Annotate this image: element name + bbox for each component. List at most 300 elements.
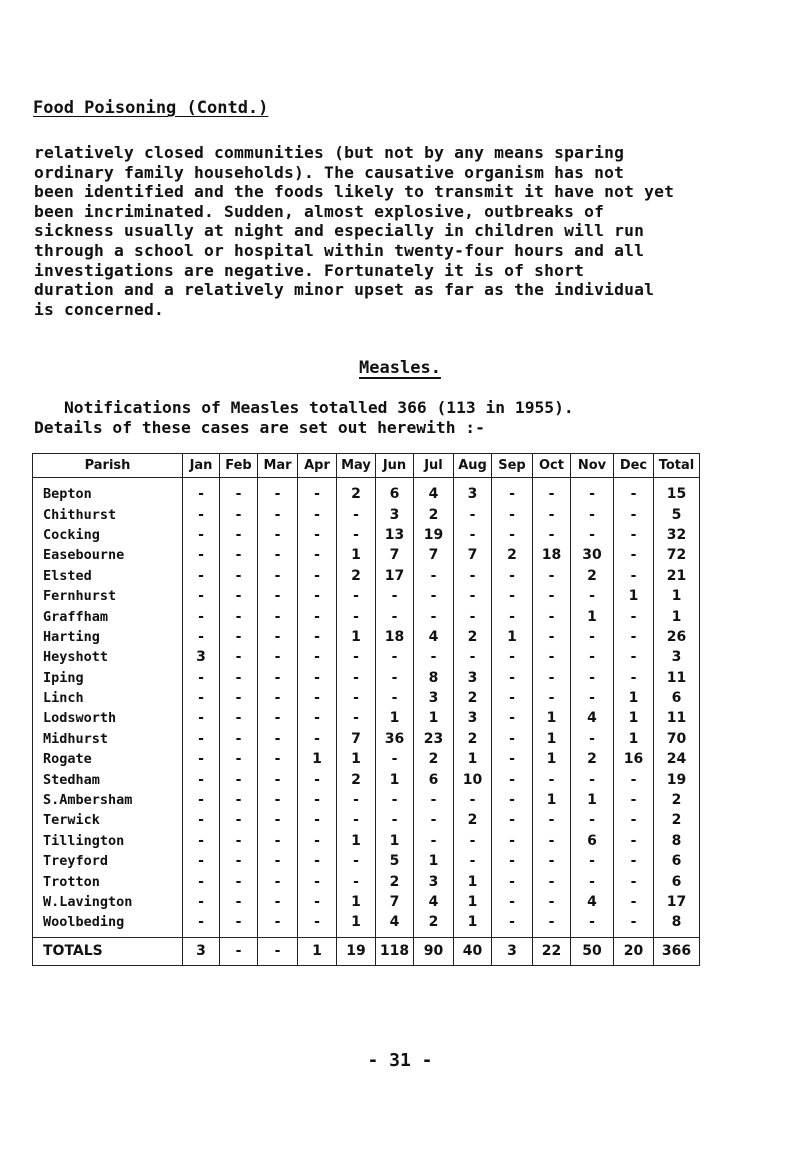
parish-name: Fernhurst: [33, 586, 183, 606]
table-cell: 4: [414, 892, 454, 912]
column-header-dec: Dec: [614, 454, 654, 478]
table-cell: 2: [654, 810, 700, 830]
table-row: [33, 545, 700, 565]
table-cell: -: [337, 708, 376, 728]
table-cell: -: [614, 790, 654, 810]
table-cell: -: [414, 810, 454, 830]
table-cell: 3: [414, 871, 454, 891]
table-cell: 13: [376, 525, 414, 545]
table-cell: -: [614, 647, 654, 667]
table-cell: -: [414, 790, 454, 810]
table-cell: -: [220, 851, 258, 871]
table-cell: 8: [654, 912, 700, 937]
table-cell: -: [492, 831, 533, 851]
table-cell: 1: [337, 912, 376, 937]
paragraph-line: ordinary family households). The causative organism has not: [34, 162, 625, 182]
table-cell: -: [258, 525, 298, 545]
table-cell: 17: [376, 566, 414, 586]
table-cell: 26: [654, 627, 700, 647]
table-cell: 2: [337, 769, 376, 789]
parish-name: Lodsworth: [33, 708, 183, 728]
table-cell: -: [533, 647, 571, 667]
parish-name: Trotton: [33, 871, 183, 891]
table-cell: 2: [571, 749, 614, 769]
table-cell: 10: [454, 769, 492, 789]
table-cell: 1: [376, 708, 414, 728]
table-cell: 2: [654, 790, 700, 810]
table-cell: -: [220, 790, 258, 810]
column-header-may: May: [337, 454, 376, 478]
parish-name: Treyford: [33, 851, 183, 871]
table-cell: 6: [654, 871, 700, 891]
measles-section-title: [0, 358, 800, 378]
table-cell: -: [614, 504, 654, 524]
column-header-parish: Parish: [33, 454, 183, 478]
table-cell: -: [376, 586, 414, 606]
column-header-jun: Jun: [376, 454, 414, 478]
table-cell: 3: [454, 708, 492, 728]
table-cell: -: [183, 790, 220, 810]
parish-name: Chithurst: [33, 504, 183, 524]
table-cell: 3: [183, 647, 220, 667]
parish-name: Elsted: [33, 566, 183, 586]
table-cell: -: [183, 769, 220, 789]
table-cell: -: [492, 708, 533, 728]
table-cell: -: [337, 790, 376, 810]
table-cell: -: [614, 831, 654, 851]
table-cell: 8: [654, 831, 700, 851]
table-cell: -: [298, 647, 337, 667]
table-cell: -: [337, 525, 376, 545]
table-cell: 18: [533, 545, 571, 565]
table-cell: -: [337, 504, 376, 524]
table-cell: -: [298, 871, 337, 891]
table-cell: 4: [414, 478, 454, 505]
table-cell: -: [454, 647, 492, 667]
table-cell: 2: [454, 729, 492, 749]
intro-line: Details of these cases are set out herewith :-: [34, 418, 485, 437]
table-row: [33, 831, 700, 851]
table-cell: -: [258, 892, 298, 912]
table-cell: 1: [614, 688, 654, 708]
table-cell: -: [571, 729, 614, 749]
table-cell: -: [298, 668, 337, 688]
table-cell: 1: [533, 749, 571, 769]
table-cell: -: [220, 831, 258, 851]
table-cell: 7: [376, 892, 414, 912]
table-cell: -: [492, 892, 533, 912]
table-cell: 24: [654, 749, 700, 769]
table-cell: -: [492, 688, 533, 708]
parish-name: Bepton: [33, 478, 183, 505]
table-cell: -: [533, 851, 571, 871]
table-row: [33, 504, 700, 524]
table-cell: 36: [376, 729, 414, 749]
column-header-aug: Aug: [454, 454, 492, 478]
table-cell: 23: [414, 729, 454, 749]
table-cell: -: [220, 627, 258, 647]
table-cell: -: [533, 831, 571, 851]
parish-name: Cocking: [33, 525, 183, 545]
table-cell: -: [258, 790, 298, 810]
table-cell: -: [614, 606, 654, 626]
table-cell: 1: [454, 912, 492, 937]
table-cell: -: [183, 912, 220, 937]
page-number: - 31 -: [367, 1050, 433, 1071]
table-cell: -: [376, 749, 414, 769]
table-cell: 1: [533, 790, 571, 810]
table-row: [33, 769, 700, 789]
table-cell: 17: [654, 892, 700, 912]
table-cell: -: [337, 851, 376, 871]
table-cell: 30: [571, 545, 614, 565]
column-header-jan: Jan: [183, 454, 220, 478]
parish-name: Linch: [33, 688, 183, 708]
table-row: [33, 729, 700, 749]
table-cell: 11: [654, 708, 700, 728]
table-row: [33, 871, 700, 891]
table-cell: 16: [614, 749, 654, 769]
table-cell: -: [533, 586, 571, 606]
table-cell: -: [414, 647, 454, 667]
table-cell: -: [183, 892, 220, 912]
table-cell: -: [533, 871, 571, 891]
table-cell: -: [533, 504, 571, 524]
table-cell: -: [492, 478, 533, 505]
table-cell: -: [298, 790, 337, 810]
table-cell: -: [614, 892, 654, 912]
table-cell: -: [492, 851, 533, 871]
table-cell: -: [376, 647, 414, 667]
table-row: [33, 525, 700, 545]
paragraph-line: sickness usually at night and especially in children will run: [34, 221, 645, 241]
table-cell: -: [258, 647, 298, 667]
table-cell: 32: [654, 525, 700, 545]
table-cell: 7: [454, 545, 492, 565]
table-cell: 15: [654, 478, 700, 505]
table-cell: 7: [414, 545, 454, 565]
table-cell: -: [533, 606, 571, 626]
table-cell: -: [258, 668, 298, 688]
table-cell: 11: [654, 668, 700, 688]
table-cell: -: [337, 606, 376, 626]
table-cell: 2: [454, 810, 492, 830]
parish-name: Midhurst: [33, 729, 183, 749]
table-cell: -: [492, 606, 533, 626]
table-cell: 70: [654, 729, 700, 749]
table-cell: -: [337, 810, 376, 830]
table-cell: 1: [414, 851, 454, 871]
table-cell: 2: [571, 566, 614, 586]
table-cell: 7: [337, 729, 376, 749]
table-cell: 1: [337, 749, 376, 769]
parish-name: Graffham: [33, 606, 183, 626]
table-cell: -: [571, 586, 614, 606]
table-cell: -: [376, 668, 414, 688]
table-cell: 1: [571, 790, 614, 810]
table-cell: 1: [454, 871, 492, 891]
section-title-text: Measles.: [359, 358, 441, 378]
table-cell: -: [220, 871, 258, 891]
parish-name: Stedham: [33, 769, 183, 789]
table-cell: 1: [533, 729, 571, 749]
table-cell: 1: [337, 545, 376, 565]
table-cell: -: [258, 606, 298, 626]
table-cell: -: [220, 708, 258, 728]
paragraph-line: relatively closed communities (but not by any means sparing: [34, 143, 625, 162]
table-cell: -: [220, 810, 258, 830]
table-cell: -: [614, 871, 654, 891]
measles-cases-table: [32, 453, 700, 966]
table-cell: -: [298, 769, 337, 789]
table-cell: 3: [414, 688, 454, 708]
table-cell: -: [258, 627, 298, 647]
table-cell: -: [454, 606, 492, 626]
table-cell: 2: [337, 566, 376, 586]
table-cell: -: [258, 504, 298, 524]
table-cell: 3: [454, 478, 492, 505]
column-header-oct: Oct: [533, 454, 571, 478]
table-cell: -: [492, 912, 533, 937]
table-cell: 4: [414, 627, 454, 647]
table-cell: -: [492, 647, 533, 667]
table-cell: -: [454, 586, 492, 606]
table-cell: -: [258, 586, 298, 606]
parish-name: Easebourne: [33, 545, 183, 565]
table-cell: 2: [454, 688, 492, 708]
table-cell: 1: [376, 769, 414, 789]
table-cell: -: [571, 810, 614, 830]
table-cell: -: [454, 566, 492, 586]
table-cell: -: [298, 545, 337, 565]
table-cell: -: [492, 810, 533, 830]
paragraph-line: through a school or hospital within twenty-four hours and all: [34, 240, 645, 260]
totals-cell: 3: [183, 937, 220, 965]
table-cell: -: [298, 606, 337, 626]
table-row: [33, 647, 700, 667]
table-cell: -: [414, 586, 454, 606]
table-cell: -: [533, 912, 571, 937]
table-cell: -: [298, 831, 337, 851]
table-cell: 1: [492, 627, 533, 647]
parish-name: Terwick: [33, 810, 183, 830]
table-cell: 2: [414, 749, 454, 769]
table-cell: -: [414, 831, 454, 851]
table-cell: -: [492, 566, 533, 586]
table-cell: 4: [571, 892, 614, 912]
table-row: [33, 851, 700, 871]
table-cell: -: [533, 688, 571, 708]
table-cell: -: [258, 871, 298, 891]
table-cell: -: [220, 749, 258, 769]
table-row: [33, 749, 700, 769]
totals-row: [33, 937, 700, 965]
table-cell: -: [298, 892, 337, 912]
table-cell: -: [220, 668, 258, 688]
table-cell: 6: [654, 688, 700, 708]
table-cell: 8: [414, 668, 454, 688]
totals-cell: 118: [376, 937, 414, 965]
table-cell: -: [220, 688, 258, 708]
table-cell: 18: [376, 627, 414, 647]
table-cell: 1: [414, 708, 454, 728]
table-cell: -: [454, 790, 492, 810]
table-cell: -: [492, 790, 533, 810]
table-cell: -: [492, 749, 533, 769]
table-cell: -: [614, 545, 654, 565]
parish-name: W.Lavington: [33, 892, 183, 912]
table-cell: -: [571, 478, 614, 505]
table-cell: -: [533, 892, 571, 912]
table-cell: -: [298, 504, 337, 524]
table-cell: -: [183, 504, 220, 524]
parish-name: Woolbeding: [33, 912, 183, 937]
table-row: [33, 606, 700, 626]
paragraph-line: been identified and the foods likely to transmit it have not yet: [34, 182, 675, 202]
table-cell: 6: [654, 851, 700, 871]
food-poisoning-paragraph: [34, 143, 794, 319]
table-cell: -: [571, 668, 614, 688]
table-cell: -: [258, 831, 298, 851]
table-cell: -: [571, 647, 614, 667]
table-cell: 4: [571, 708, 614, 728]
table-body: [33, 478, 700, 938]
column-header-feb: Feb: [220, 454, 258, 478]
totals-cell: -: [258, 937, 298, 965]
table-cell: 3: [654, 647, 700, 667]
table-cell: -: [258, 912, 298, 937]
table-cell: -: [183, 831, 220, 851]
column-header-sep: Sep: [492, 454, 533, 478]
table-cell: -: [614, 912, 654, 937]
table-cell: -: [571, 504, 614, 524]
table-cell: 1: [614, 708, 654, 728]
table-cell: -: [183, 810, 220, 830]
table-cell: -: [614, 668, 654, 688]
parish-name: Iping: [33, 668, 183, 688]
table-cell: -: [183, 749, 220, 769]
table-cell: -: [298, 708, 337, 728]
table-cell: -: [220, 769, 258, 789]
table-cell: 1: [337, 892, 376, 912]
table-cell: -: [533, 525, 571, 545]
table-cell: -: [337, 688, 376, 708]
table-cell: -: [571, 912, 614, 937]
table-cell: -: [298, 912, 337, 937]
table-cell: -: [533, 478, 571, 505]
table-cell: -: [298, 566, 337, 586]
table-cell: -: [533, 566, 571, 586]
table-cell: -: [337, 586, 376, 606]
paragraph-line: been incriminated. Sudden, almost explosive, outbreaks of: [34, 201, 605, 221]
table-cell: -: [298, 586, 337, 606]
table-cell: -: [454, 525, 492, 545]
table-cell: -: [614, 478, 654, 505]
measles-intro: [34, 398, 794, 438]
table-cell: -: [337, 871, 376, 891]
table-cell: 2: [414, 504, 454, 524]
table-cell: -: [571, 851, 614, 871]
table-cell: -: [258, 729, 298, 749]
totals-cell: 22: [533, 937, 571, 965]
table-cell: -: [298, 627, 337, 647]
parish-name: Harting: [33, 627, 183, 647]
table-cell: -: [183, 708, 220, 728]
table-cell: -: [258, 566, 298, 586]
table-cell: -: [533, 627, 571, 647]
table-cell: -: [376, 790, 414, 810]
table-cell: -: [454, 831, 492, 851]
table-cell: -: [220, 566, 258, 586]
table-cell: -: [183, 729, 220, 749]
table-cell: -: [258, 688, 298, 708]
table-cell: 1: [654, 606, 700, 626]
table-cell: 2: [454, 627, 492, 647]
table-cell: -: [414, 566, 454, 586]
table-cell: -: [571, 525, 614, 545]
table-cell: -: [454, 851, 492, 871]
table-cell: -: [258, 769, 298, 789]
intro-line: Notifications of Measles totalled 366 (113 in 1955).: [64, 398, 574, 417]
table-cell: -: [220, 545, 258, 565]
table-cell: -: [183, 545, 220, 565]
table-cell: -: [183, 606, 220, 626]
table-cell: 72: [654, 545, 700, 565]
table-cell: -: [571, 627, 614, 647]
table-row: [33, 912, 700, 937]
table-cell: 2: [337, 478, 376, 505]
table-cell: -: [258, 810, 298, 830]
table-cell: -: [220, 525, 258, 545]
table-cell: -: [571, 871, 614, 891]
table-cell: -: [258, 478, 298, 505]
totals-cell: 1: [298, 937, 337, 965]
table-cell: -: [220, 647, 258, 667]
table-cell: -: [614, 769, 654, 789]
table-cell: -: [298, 851, 337, 871]
totals-cell: 19: [337, 937, 376, 965]
table-cell: 21: [654, 566, 700, 586]
table-row: [33, 708, 700, 728]
table-cell: -: [183, 871, 220, 891]
table-cell: -: [492, 525, 533, 545]
table-cell: -: [258, 851, 298, 871]
table-row: [33, 790, 700, 810]
table-cell: -: [454, 504, 492, 524]
table-cell: -: [298, 478, 337, 505]
parish-name: Rogate: [33, 749, 183, 769]
table-cell: 1: [533, 708, 571, 728]
table-cell: -: [533, 668, 571, 688]
table-cell: -: [183, 627, 220, 647]
column-header-nov: Nov: [571, 454, 614, 478]
table-row: [33, 892, 700, 912]
table-cell: -: [492, 668, 533, 688]
table-row: [33, 688, 700, 708]
table-row: [33, 586, 700, 606]
table-cell: -: [220, 912, 258, 937]
table-cell: -: [298, 688, 337, 708]
table-cell: -: [258, 545, 298, 565]
totals-cell: 40: [454, 937, 492, 965]
table-cell: 19: [414, 525, 454, 545]
table-cell: -: [571, 688, 614, 708]
table-row: [33, 627, 700, 647]
table-cell: -: [183, 478, 220, 505]
table-cell: 6: [414, 769, 454, 789]
table-cell: 2: [376, 871, 414, 891]
paragraph-line: is concerned.: [34, 299, 165, 319]
